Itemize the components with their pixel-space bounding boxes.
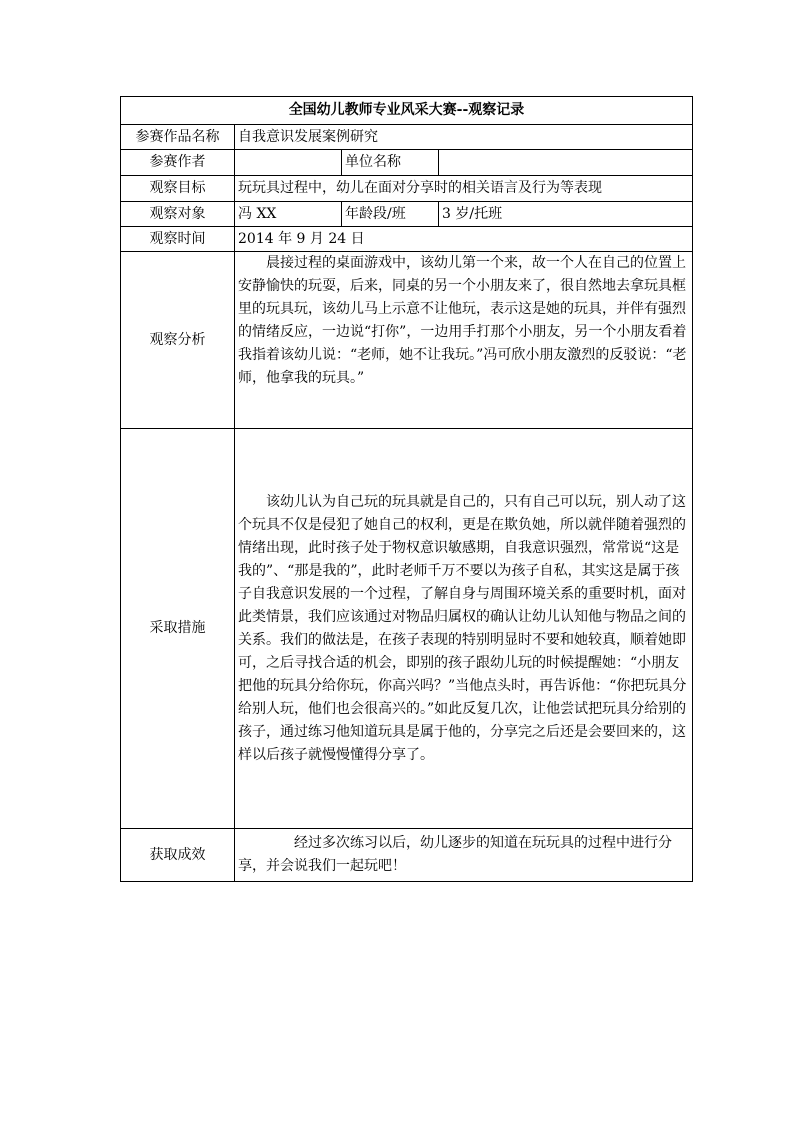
measures-cell bbox=[235, 429, 693, 829]
goal-label: 观察目标 bbox=[121, 176, 235, 202]
subject-value: 冯 XX bbox=[235, 202, 342, 227]
author-label: 参赛作者 bbox=[121, 150, 235, 176]
outcome-label: 获取成效 bbox=[121, 829, 235, 882]
unit-label: 单位名称 bbox=[342, 150, 439, 176]
subject-label: 观察对象 bbox=[121, 202, 235, 227]
work-name-value: 自我意识发展案例研究 bbox=[235, 125, 693, 150]
goal-value: 玩玩具过程中，幼儿在面对分享时的相关语言及行为等表现 bbox=[235, 176, 693, 202]
measures-text: 该幼儿认为自己玩的玩具就是自己的，只有自己可以玩，别人动了这个玩具不仅是侵犯了她自己的权利，更是在欺负她，所以就伴随着强烈的情绪出现，此时孩子处于物权意识敏感期，自我意识强烈，常常说“这是我的”、“那是我的”，此时老师千万不要以为孩子自私，其实这是属于孩子自我意识发展的一个过程，了解自身与周围环境关系的重要时机，面对此类情景，我们应该通过对物品归属权的确认让幼儿认知他与物品之间的关系。我们的做法是，在孩子表现的特别明显时不要和她较真，顺着她即可，之后寻找合适的机会，即别的孩子跟幼儿玩的时候提醒她：“小朋友把他的玩具分给你玩，你高兴吗？”当他点头时，再告诉他：“你把玩具分给别人玩，他们也会很高兴的。”如此反复几次，让他尝试把玩具分给别的孩子，通过练习他知道玩具是属于他的，分享完之后还是会要回来的，这样以后孩子就慢慢懂得分享了。 bbox=[238, 493, 687, 763]
age-value: 3 岁/托班 bbox=[439, 202, 693, 227]
observation-record-table bbox=[120, 96, 693, 882]
work-name-label: 参赛作品名称 bbox=[121, 125, 235, 150]
outcome-cell bbox=[235, 829, 693, 882]
analysis-label: 观察分析 bbox=[121, 252, 235, 429]
record-title: 全国幼儿教师专业风采大赛--观察记录 bbox=[121, 97, 693, 125]
unit-value bbox=[439, 150, 693, 176]
analysis-text: 晨接过程的桌面游戏中，该幼儿第一个来，故一个人在自己的位置上安静愉快的玩耍，后来，同桌的另一个小朋友来了，很自然地去拿玩具框里的玩具玩，该幼儿马上示意不让他玩，表示这是她的玩具，并伴有强烈的情绪反应，一边说“打你”，一边用手打那个小朋友，另一个小朋友看着我指着该幼儿说：“老师，她不让我玩。”冯可欣小朋友激烈的反驳说：“老师，他拿我的玩具。” bbox=[238, 255, 687, 386]
time-label: 观察时间 bbox=[121, 227, 235, 252]
analysis-cell bbox=[235, 252, 693, 429]
time-value: 2014 年 9 月 24 日 bbox=[235, 227, 693, 252]
measures-label: 采取措施 bbox=[121, 429, 235, 829]
age-label: 年龄段/班 bbox=[342, 202, 439, 227]
outcome-text: 经过多次练习以后，幼儿逐步的知道在玩玩具的过程中进行分享，并会说我们一起玩吧！ bbox=[238, 835, 672, 874]
author-value bbox=[235, 150, 342, 176]
